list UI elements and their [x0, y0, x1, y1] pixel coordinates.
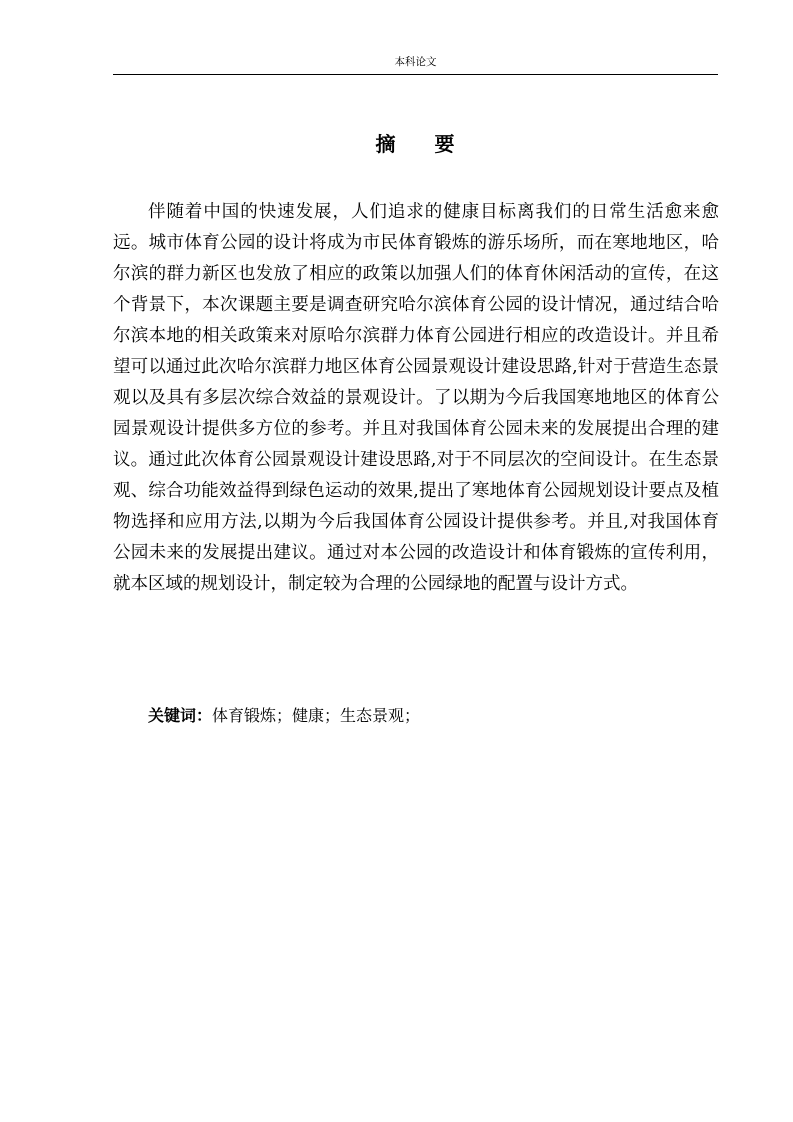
abstract-title-part2: 要 [434, 132, 456, 156]
abstract-title [113, 130, 718, 158]
page-header [113, 55, 718, 75]
keywords-label: 关键词： [148, 706, 213, 725]
abstract-title-part1: 摘 [375, 132, 397, 156]
keywords-line [148, 702, 718, 730]
header-text: 本科论文 [394, 56, 437, 68]
keywords-value: 体育锻炼；健康；生态景观； [212, 706, 421, 725]
abstract-body: 伴随着中国的快速发展，人们追求的健康目标离我们的日常生活愈来愈远。城市体育公园的设计将成为市民体育锻炼的游乐场所，而在寒地地区，哈尔滨的群力新区也发放了相应的政策以加强人们的体育休闲活动的宣传，在这个背景下，本次课题主要是调查研究哈尔滨体育公园的设计情况，通过结合哈尔滨本地的相关政策来对原哈尔滨群力体育公园进行相应的改造设计。并且希望可以通过此次哈尔滨群力地区体育公园景观设计建设思路,针对于营造生态景观以及具有多层次综合效益的景观设计。了以期为今后我国寒地地区的体育公园景观设计提供多方位的参考。并且对我国体育公园未来的发展提出合理的建议。通过此次体育公园景观设计建设思路,对于不同层次的空间设计。在生态景观、综合功能效益得到绿色运动的效果,提出了寒地体育公园规划设计要点及植物选择和应用方法,以期为今后我国体育公园设计提供参考。并且,对我国体育公园未来的发展提出建议。通过对本公园的改造设计和体育锻炼的宣传利用，就本区域的规划设计，制定较为合理的公园绿地的配置与设计方式。 [113, 202, 719, 594]
